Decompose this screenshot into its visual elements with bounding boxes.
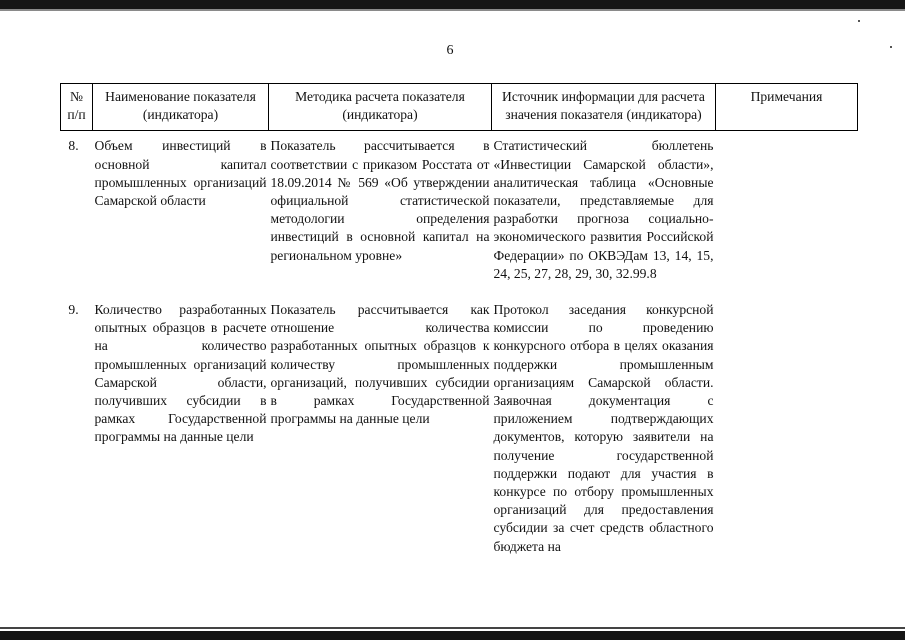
header-number: № п/п: [61, 84, 93, 131]
header-information-source: Источник информации для расчета значения показателя (индикатора): [492, 84, 716, 131]
table-row: [61, 295, 858, 556]
table-row: [61, 131, 858, 295]
information-source: Статистический бюллетень «Инвестиции Самарской области», аналитическая таблица «Основные показатели, представляемые для разработки прогноза социально-экономического развития Российской Федерации» по ОКВЭДам 13, 14, 15, 24, 25, 27, 28, 29, 30, 32.99.8: [493, 138, 714, 281]
row-number: 9.: [68, 302, 79, 318]
page-number: 6: [446, 43, 454, 58]
indicator-name: Объем инвестиций в основной капитал промышленных организаций Самарской области: [94, 138, 267, 209]
scan-bottom-border: [0, 631, 905, 640]
scan-bottom-line: [0, 627, 905, 629]
notes: [716, 295, 858, 556]
scan-top-border: [0, 0, 905, 9]
calculation-method: Показатель рассчитывается как отношение количества разработанных опытных образцов к количеству промышленных организаций, получивших субсидии в рамках Государственной программы на данные цели: [270, 302, 490, 427]
header-calculation-method: Методика расчета показателя (индикатора): [269, 84, 492, 131]
information-source: Протокол заседания конкурсной комиссии по проведению конкурсного отбора в целях оказания поддержки промышленным организациям Самарской области. Заявочная документация с приложением подтверждающих документов, которую заявители на получение государственной поддержки подают для участия в конкурсе по отбору промышленных организаций для предоставления субсидии за счет средств областного бюджета на: [493, 302, 714, 554]
scan-speck: [858, 20, 860, 22]
calculation-method: Показатель рассчитывается в соответствии с приказом Росстата от 18.09.2014 № 569 «Об утверждении официальной статистической методологии определения инвестиций в основной капитал на региональном уровне»: [270, 138, 490, 263]
scan-top-shadow: [0, 9, 905, 11]
header-indicator-name: Наименование показателя (индикатора): [93, 84, 269, 131]
scan-speck: [890, 46, 892, 48]
indicator-name: Количество разработанных опытных образцов в расчете на количество промышленных организаций Самарской области, получивших субсидии в рамках Государственной программы на данные цели: [94, 302, 267, 445]
table-header-row: [61, 84, 858, 131]
indicator-table: [60, 83, 858, 556]
notes: [716, 131, 858, 295]
header-notes: Примечания: [716, 84, 858, 131]
row-number: 8.: [68, 138, 79, 154]
